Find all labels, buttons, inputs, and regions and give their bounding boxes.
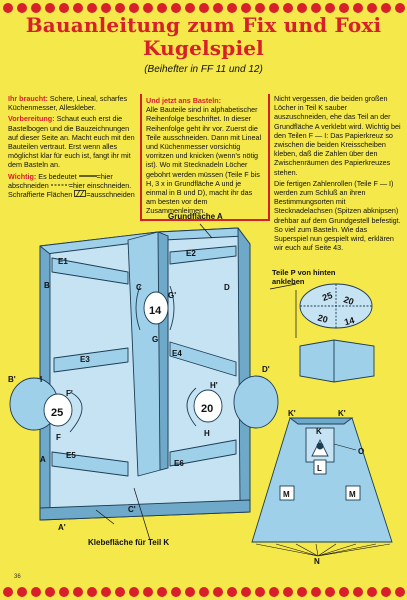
label-klebeflaeche: Klebefläche für Teil K — [88, 538, 170, 547]
label-l: L — [317, 464, 322, 473]
label-g-prime: G' — [168, 291, 177, 300]
label-d: D — [224, 283, 230, 292]
label-e5: E5 — [66, 451, 76, 460]
label-h-prime: H' — [210, 381, 218, 390]
important-heading: Wichtig: — [8, 171, 37, 181]
disc-number-20: 20 — [342, 294, 356, 308]
label-e2: E2 — [186, 249, 196, 258]
legend-hatch-text: =ausschneiden — [86, 190, 135, 200]
title-line-2: Kugelspiel — [143, 36, 264, 60]
label-e4: E4 — [172, 349, 182, 358]
label-f: F — [56, 433, 61, 442]
label-b-prime: B' — [8, 375, 16, 384]
instructions-text: Alle Bauteile sind in alphabetischer Reihenfolge beschriftet. In dieser Reihenfolge geht ihr vor. Zuerst die Teile ausschneiden. Dann mit Lineal und Küchenmesser vorsichtig vorritzen und knicken (wenn's nötig ist). Wo mit Stecknadeln Löcher gebohrt werden müssen (Teile F bis H, 3 x in Grundfläche A und je einmal in B und D), macht ihr das am besten vor dem Zusammenleimen. — [146, 105, 262, 216]
preparation-heading: Vorbereitung: — [8, 114, 55, 124]
materials-text: Schere, Lineal, scharfes Küchenmesser, Alleskleber. — [8, 94, 128, 113]
label-c-prime: C' — [128, 505, 136, 514]
label-i: I — [40, 375, 43, 384]
label-e3: E3 — [80, 355, 90, 364]
notes-paragraph-1: Nicht vergessen, die beiden großen Löcher in Teil K sauber auszuschneiden, ehe das Teil an der Grundfläche A verklebt wird. Wichtig bei den Teilen F — I: Das Papierkreuz so zwischen die beiden Kreisscheiben kleben, daß die Zahlen über den Zwischenräumen des Papierkreuzes stehen. — [274, 94, 401, 177]
disc-number-14: 14 — [343, 315, 356, 328]
label-k-prime-left: K' — [288, 409, 296, 418]
preparation-text: Schaut euch erst die Bastelbogen und die Bauzeichnungen auf dieser Seite an. Macht euch mit den Bauteilen vertraut. Erst wenn alles möglichst klar für euch ist, fangt ihr mit dem Basteln an. — [8, 114, 135, 170]
label-m-left: M — [283, 490, 290, 499]
label-c: C — [136, 283, 142, 292]
label-d-prime: D' — [262, 365, 270, 374]
page-number: 36 — [14, 574, 21, 580]
label-b: B — [44, 281, 50, 290]
materials-heading: Ihr braucht: — [8, 94, 48, 103]
label-k: K — [316, 427, 322, 436]
label-teil-p: Teile P von hinten ankleben — [272, 268, 336, 286]
legend-score-text: =hier einschneiden. Schraffierte Flächen — [8, 180, 132, 200]
notes-paragraph-2: Die fertigen Zahlenrollen (Teile F — I) werden zum Schluß an ihren Bestimmungsorten mit Stecknadelachsen (Spitzen abknipsen) drehbar auf dem Grundgestell befestigt. So viel zum Basteln. Wie das Superspiel nun gespielt wird, erklären wir euch auf Seite 43. — [274, 178, 401, 253]
label-e6: E6 — [174, 459, 184, 468]
label-a-prime: A' — [58, 523, 66, 532]
title-line-1: Bauanleitung zum Fix und Foxi — [25, 13, 382, 37]
label-h: H — [204, 429, 210, 438]
part-p-block — [300, 340, 374, 382]
label-a: A — [40, 455, 46, 464]
page-subtitle: (Beihefter in FF 11 und 12) — [144, 64, 263, 75]
label-m-right: M — [349, 490, 356, 499]
wheel-f-number: 25 — [51, 407, 64, 419]
label-grundflaeche: Grundfläche A — [168, 212, 223, 221]
disc-number-25: 25 — [320, 290, 334, 304]
wall-d — [238, 228, 250, 512]
label-f-prime: F' — [66, 389, 73, 398]
wheel-g-number: 14 — [149, 305, 162, 317]
label-o: O — [358, 447, 365, 456]
label-e1: E1 — [58, 257, 68, 266]
label-n: N — [314, 557, 320, 566]
instructions-heading: Und jetzt ans Basteln: — [146, 96, 222, 105]
disc-number-20b: 20 — [316, 312, 329, 325]
label-k-prime-right: K' — [338, 409, 346, 418]
legend-cut-text: =hier abschneiden — [8, 171, 113, 190]
lobe-right — [234, 376, 278, 428]
important-text: Es bedeutet — [36, 171, 79, 181]
wheel-h-number: 20 — [201, 403, 214, 415]
bottom-dot-border — [0, 584, 407, 600]
label-g: G — [152, 335, 159, 344]
